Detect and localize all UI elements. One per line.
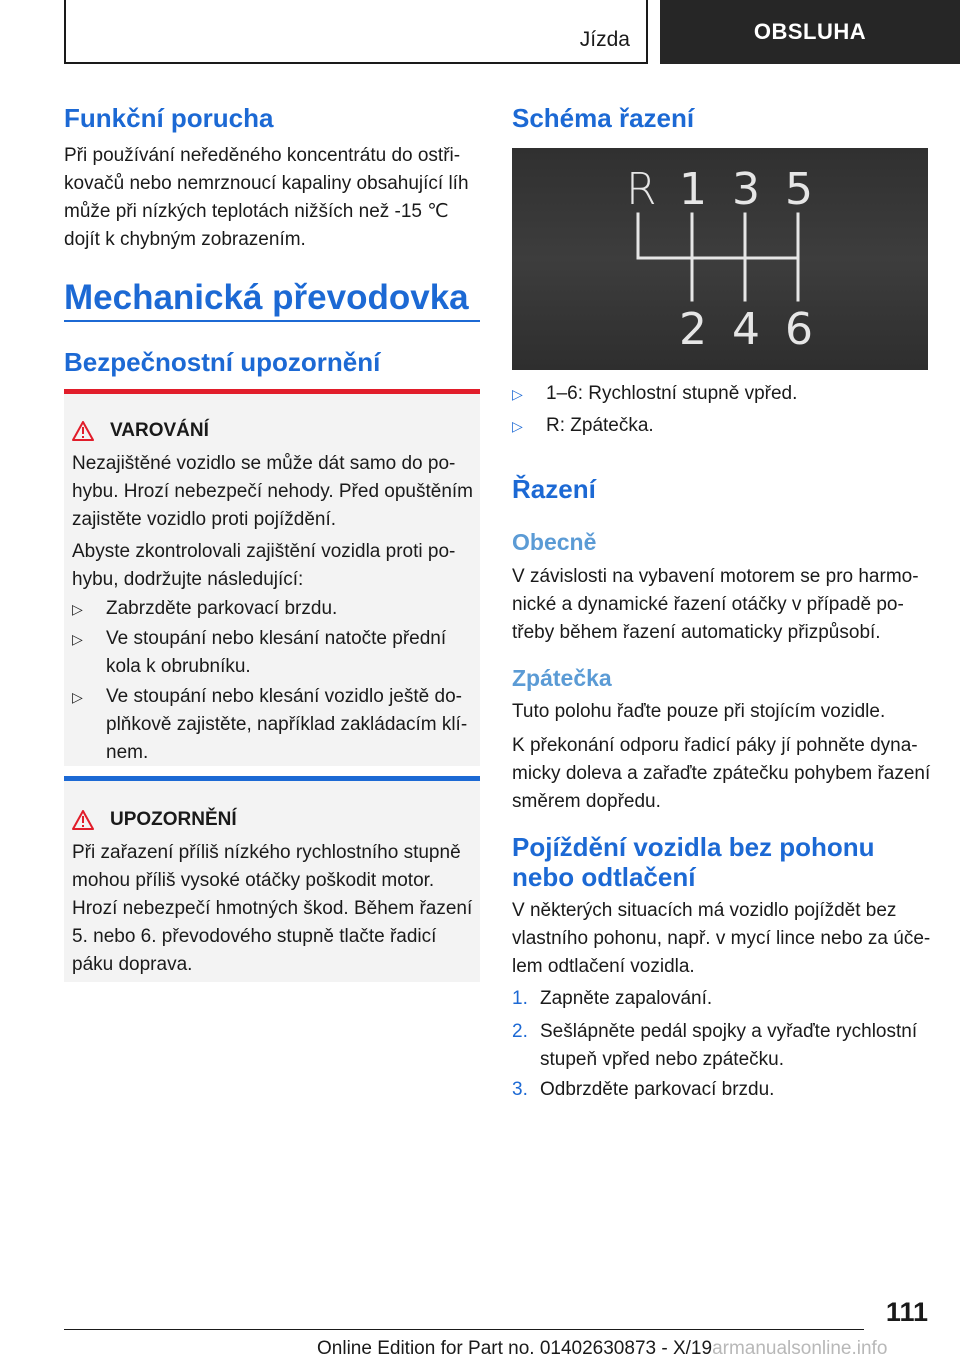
triangle-bullet-icon: ▷ [72,601,83,617]
general-title: Obecně [512,529,597,555]
gear-label-6: 6 [785,304,813,355]
gear-label-4: 4 [732,304,760,355]
section-title: Jízda [579,28,630,51]
warning-item: ▷ Zabrzděte parkovací brzdu. [72,595,476,623]
page-number: 111 [885,1297,928,1327]
gear-label-r: R [626,164,657,215]
step-item: 1. Zapněte zapalování. [512,985,932,1013]
notice-title: UPOZORNĚNÍ [110,809,237,830]
shifting-title: Řazení [512,474,596,504]
caution-triangle-icon [72,810,94,830]
triangle-bullet-icon: ▷ [72,689,83,705]
warning-header [72,420,209,442]
warning-item: ▷ Ve stoupání nebo klesání vozidlo ještě do- plňkově zajistěte, například zakládacím klí- nem. [72,683,476,767]
fault-text: Při používání neředěného koncentrátu do ostři- kovačů nebo nemrznoucí kapaliny obsahující líh může při nízkých teplotách nižších než -15 ℃ dojít k chybným zobrazením. [64,145,469,250]
notice-box [64,776,480,982]
warning-title: VAROVÁNÍ [110,420,209,441]
fault-title: Funkční porucha [64,103,274,133]
triangle-bullet-icon: ▷ [72,631,83,647]
chapter-title: Mechanická převodovka [64,278,469,317]
gear-shift-pattern-image [512,148,928,370]
reverse-title: Zpátečka [512,665,612,691]
roll-title: Pojíždění vozidla bez pohonu nebo odtlačení [512,832,875,892]
warning-p2: Abyste zkontrolovali zajištění vozidla proti po- hybu, dodržujte následující: [72,541,456,590]
general-text: V závislosti na vybavení motorem se pro harmo- nické a dynamické řazení otáčky v případě po- třeby během řazení automaticky přizpůsobí. [512,566,919,643]
notice-text: Při zařazení příliš nízkého rychlostního stupně mohou příliš vysoké otáčky poškodit motor. Hrozí nebezpečí hmotných škod. Během řazení 5. nebo 6. převodového stupně tlačte řadicí páku doprava. [72,842,473,975]
warning-triangle-icon [72,421,94,441]
chapter-tab: OBSLUHA [660,0,960,64]
roll-text: V některých situacích má vozidlo pojíždět bez vlastního pohonu, např. v mycí lince nebo za úče- lem odtlačení vozidla. [512,900,931,977]
header-box [64,0,648,64]
gear-label-1: 1 [679,164,707,215]
scheme-item: ▷ R: Zpátečka. [512,412,928,440]
step-number: 3. [512,1079,528,1100]
step-number: 2. [512,1021,528,1042]
reverse-p1: Tuto polohu řaďte pouze při stojícím vozidle. [512,701,886,722]
triangle-bullet-icon: ▷ [512,418,523,434]
warning-item: ▷ Ve stoupání nebo klesání natočte přední kola k obrubníku. [72,625,476,681]
gear-label-5: 5 [785,164,813,215]
step-number: 1. [512,988,528,1009]
footer-edition: Online Edition for Part no. 01402630873 - X/19armanualsonline.info [317,1338,888,1359]
step-item: 2. Sešlápněte pedál spojky a vyřaďte rychlostní stupeň vpřed nebo zpátečku. [512,1018,932,1074]
scheme-title: Schéma řazení [512,103,695,133]
warning-p1: Nezajištěné vozidlo se může dát samo do po- hybu. Hrozí nebezpečí nehody. Před opuštěním zajistěte vozidlo proti pojíždění. [72,453,474,530]
scheme-item: ▷ 1–6: Rychlostní stupně vpřed. [512,380,928,408]
footer-site: armanualsonline.info [712,1338,888,1359]
step-item: 3. Odbrzděte parkovací brzdu. [512,1076,932,1104]
warning-box [64,389,480,766]
safety-title: Bezpečnostní upozornění [64,347,381,377]
gear-label-2: 2 [679,304,707,355]
chapter-rule [64,320,480,322]
reverse-p2: K překonání odporu řadicí páky jí pohněte dyna- micky doleva a zařaďte zpátečku pohybem řazení směrem dopředu. [512,735,931,812]
notice-header [72,809,237,831]
triangle-bullet-icon: ▷ [512,386,523,402]
gear-label-3: 3 [732,164,760,215]
footer-rule [64,1329,864,1330]
